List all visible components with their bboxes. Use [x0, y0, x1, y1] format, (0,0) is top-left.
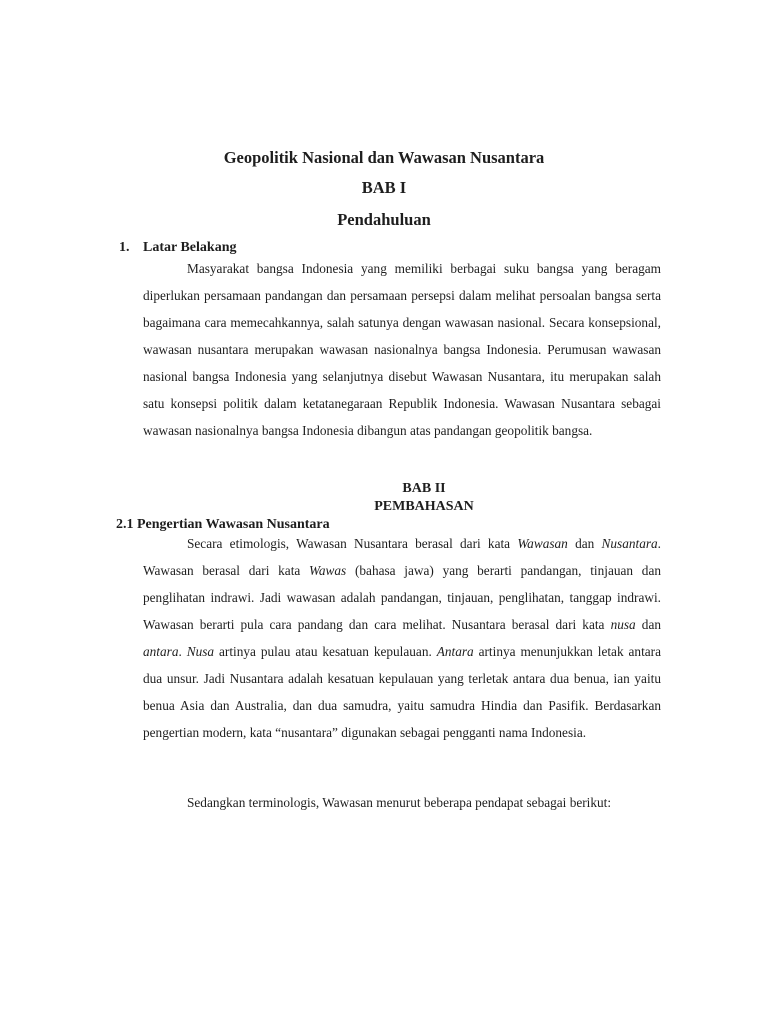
document-title: Geopolitik Nasional dan Wawasan Nusantara — [223, 148, 545, 167]
italic-term-wawasan: Wawasan — [517, 536, 568, 551]
section-1-paragraph: Masyarakat bangsa Indonesia yang memiliki berbagai suku bangsa yang beragam diperlukan persamaan pandangan dan persamaan persepsi dalam melihat persoalan bangsa serta bagaimana cara memecahkannya, salah satunya dengan wawasan nasional. Secara konsepsional, wawasan nusantara merupakan wawasan nasionalnya bangsa Indonesia. Perumusan wawasan nasional bangsa Indonesia yang selanjutnya disebut Wawasan Nusantara, itu merupakan salah satu konsepsi politik dalam ketatanegaraan Republik Indonesia. Wawasan Nusantara sebagai wawasan nasionalnya bangsa Indonesia dibangun atas pandangan geopolitik bangsa. — [143, 261, 661, 438]
section-1-number: 1. — [119, 240, 130, 255]
section-1-heading — [119, 240, 236, 256]
italic-term-wawas: Wawas — [309, 563, 347, 578]
chapter-2-label: BAB II — [402, 481, 446, 496]
italic-term-nusantara: Nusantara — [601, 536, 658, 551]
section-1-heading-text: Latar Belakang — [143, 240, 237, 255]
italic-term-nusa: nusa — [610, 617, 636, 632]
chapter-1-title: Pendahuluan — [337, 210, 431, 229]
text-run: (bahasa jawa) yang berarti pandangan, tinjauan dan penglihatan indrawi. Jadi wawasan adalah pandangan, tinjauan, penglihatan, tanggap indrawi. Wawasan berarti pula cara pandang dan cara melihat. Nusantara berasal dari kata — [143, 563, 661, 632]
italic-term-antara: antara — [143, 644, 179, 659]
text-run: . — [178, 644, 187, 659]
section-2-1-paragraph-1 — [143, 530, 661, 746]
text-run: Secara etimologis, Wawasan Nusantara berasal dari kata — [187, 536, 518, 551]
text-run: . Wawasan berasal dari kata — [143, 536, 661, 578]
text-run: artinya menunjukkan letak antara dua unsur. Jadi Nusantara adalah kesatuan kepulauan yang terletak antara dua benua, ian yaitu benua Asia dan Australia, dan dua samudra, yaitu samudra Hindia dan Pasifik. Berdasarkan pengertian modern, kata “nusantara” digunakan sebagai pengganti nama Indonesia. — [143, 644, 661, 740]
text-run: dan — [567, 536, 602, 551]
italic-term-nusa-capital: Nusa — [186, 644, 215, 659]
italic-term-antara-capital: Antara — [436, 644, 474, 659]
section-2-1-heading: 2.1 Pengertian Wawasan Nusantara — [116, 517, 330, 532]
chapter-1-label: BAB I — [361, 178, 407, 197]
text-run: dan — [635, 617, 661, 632]
section-2-1-paragraph-2: Sedangkan terminologis, Wawasan menurut beberapa pendapat sebagai berikut: — [187, 795, 612, 810]
text-run: artinya pulau atau kesatuan kepulauan. — [214, 644, 437, 659]
chapter-2-title: PEMBAHASAN — [374, 499, 474, 514]
